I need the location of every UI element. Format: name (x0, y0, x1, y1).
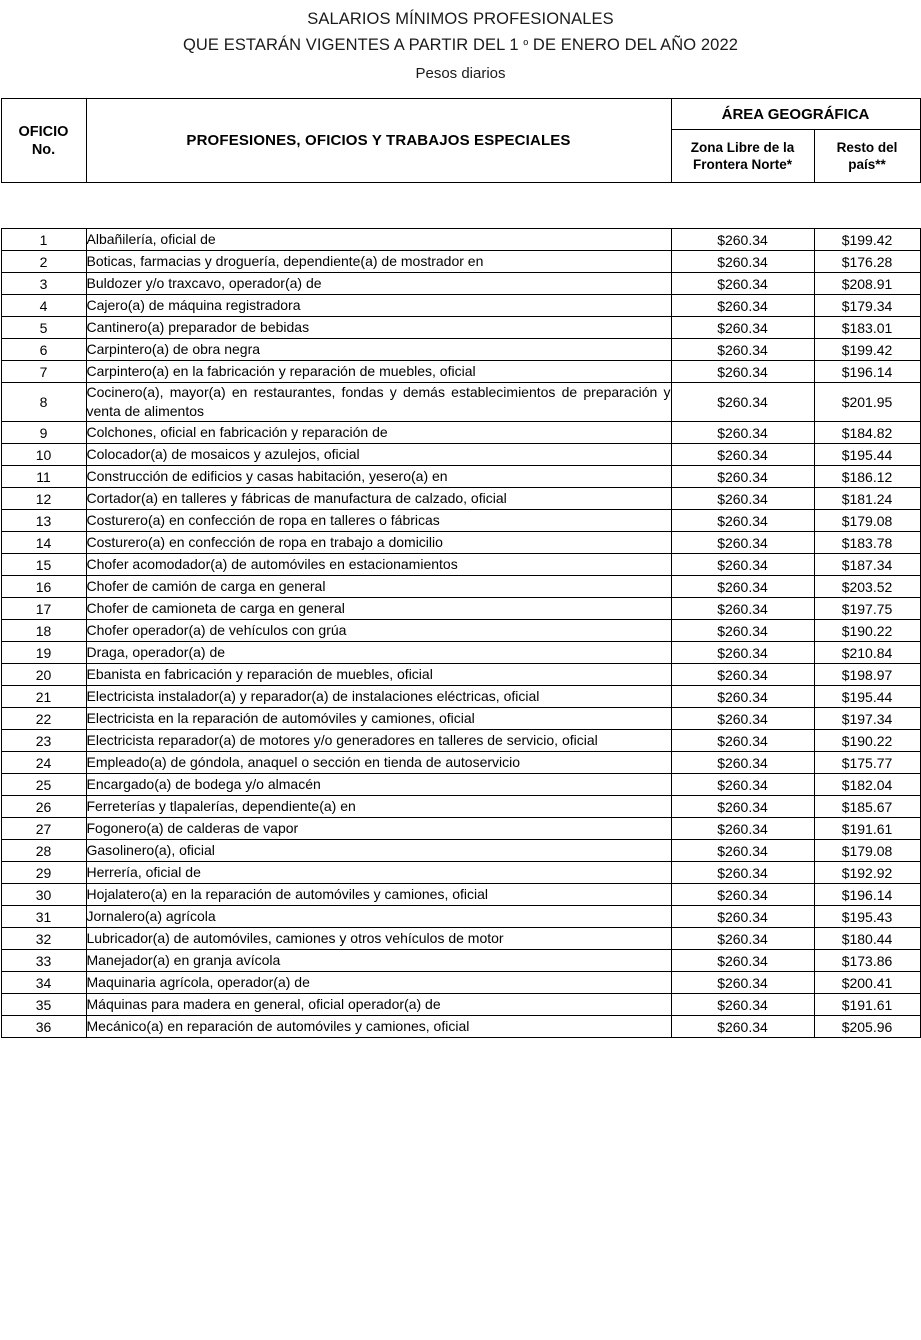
row-description-cell: Carpintero(a) en la fabricación y reparación de muebles, oficial (86, 361, 671, 383)
row-number-cell: 31 (1, 906, 86, 928)
row-description-cell: Jornalero(a) agrícola (86, 906, 671, 928)
table-row (1, 862, 920, 884)
header-zona-libre-line-1: Zona Libre de la (690, 140, 795, 155)
row-description-cell: Electricista instalador(a) y reparador(a) de instalaciones eléctricas, oficial (86, 686, 671, 708)
row-resto-pais-value: $210.84 (814, 642, 920, 664)
row-resto-pais-value: $197.75 (814, 598, 920, 620)
header-oficio-line-2: No. (31, 141, 56, 158)
row-resto-pais-value: $200.41 (814, 972, 920, 994)
table-row (1, 884, 920, 906)
row-description-cell: Ferreterías y tlapalerías, dependiente(a) en (86, 796, 671, 818)
row-number-cell: 28 (1, 840, 86, 862)
row-description-cell: Chofer acomodador(a) de automóviles en estacionamientos (86, 554, 671, 576)
row-resto-pais-value: $191.61 (814, 994, 920, 1016)
row-resto-pais-value: $183.01 (814, 317, 920, 339)
table-row (1, 708, 920, 730)
row-zona-libre-value: $260.34 (671, 295, 814, 317)
row-zona-libre-value: $260.34 (671, 339, 814, 361)
row-zona-libre-value: $260.34 (671, 862, 814, 884)
document-header (0, 0, 921, 86)
row-description-cell: Draga, operador(a) de (86, 642, 671, 664)
row-zona-libre-value: $260.34 (671, 840, 814, 862)
row-number-cell: 21 (1, 686, 86, 708)
row-description-cell: Máquinas para madera en general, oficial operador(a) de (86, 994, 671, 1016)
row-description-cell: Gasolinero(a), oficial (86, 840, 671, 862)
row-number-cell: 3 (1, 273, 86, 295)
row-number-cell: 20 (1, 664, 86, 686)
table-row (1, 339, 920, 361)
table-row (1, 752, 920, 774)
title-prefix: QUE ESTARÁN VIGENTES A PARTIR DEL 1 (182, 36, 524, 54)
row-number-cell: 17 (1, 598, 86, 620)
row-description-cell: Herrería, oficial de (86, 862, 671, 884)
row-resto-pais-value: $179.34 (814, 295, 920, 317)
row-zona-libre-value: $260.34 (671, 642, 814, 664)
row-number-cell: 12 (1, 488, 86, 510)
salary-table-body (1, 228, 921, 1038)
row-number-cell: 18 (1, 620, 86, 642)
row-description-cell: Hojalatero(a) en la reparación de automóviles y camiones, oficial (86, 884, 671, 906)
salary-table-header (1, 98, 921, 183)
row-number-cell: 25 (1, 774, 86, 796)
row-description-cell: Lubricador(a) de automóviles, camiones y otros vehículos de motor (86, 928, 671, 950)
row-resto-pais-value: $199.42 (814, 229, 920, 251)
row-resto-pais-value: $201.95 (814, 383, 920, 422)
row-description-cell: Cantinero(a) preparador de bebidas (86, 317, 671, 339)
row-number-cell: 16 (1, 576, 86, 598)
row-resto-pais-value: $203.52 (814, 576, 920, 598)
row-number-cell: 8 (1, 383, 86, 422)
document-title-line-2 (0, 32, 921, 58)
row-number-cell: 27 (1, 818, 86, 840)
row-resto-pais-value: $179.08 (814, 840, 920, 862)
row-resto-pais-value: $195.44 (814, 444, 920, 466)
row-zona-libre-value: $260.34 (671, 422, 814, 444)
row-resto-pais-value: $195.44 (814, 686, 920, 708)
row-resto-pais-value: $196.14 (814, 361, 920, 383)
row-number-cell: 32 (1, 928, 86, 950)
table-row (1, 361, 920, 383)
table-row (1, 840, 920, 862)
header-professions: PROFESIONES, OFICIOS Y TRABAJOS ESPECIALES (86, 99, 671, 183)
header-zona-libre (671, 130, 814, 183)
row-description-cell: Electricista reparador(a) de motores y/o generadores en talleres de servicio, oficial (86, 730, 671, 752)
row-zona-libre-value: $260.34 (671, 576, 814, 598)
table-row (1, 796, 920, 818)
table-row (1, 532, 920, 554)
table-row (1, 818, 920, 840)
row-resto-pais-value: $198.97 (814, 664, 920, 686)
header-zona-libre-line-2: Frontera Norte* (692, 157, 792, 172)
row-number-cell: 14 (1, 532, 86, 554)
table-row (1, 774, 920, 796)
table-row (1, 620, 920, 642)
row-number-cell: 26 (1, 796, 86, 818)
row-resto-pais-value: $179.08 (814, 510, 920, 532)
row-number-cell: 9 (1, 422, 86, 444)
row-zona-libre-value: $260.34 (671, 708, 814, 730)
row-resto-pais-value: $176.28 (814, 251, 920, 273)
table-row (1, 273, 920, 295)
row-description-cell: Buldozer y/o traxcavo, operador(a) de (86, 273, 671, 295)
row-zona-libre-value: $260.34 (671, 510, 814, 532)
row-resto-pais-value: $187.34 (814, 554, 920, 576)
row-zona-libre-value: $260.34 (671, 752, 814, 774)
row-zona-libre-value: $260.34 (671, 229, 814, 251)
row-zona-libre-value: $260.34 (671, 950, 814, 972)
row-zona-libre-value: $260.34 (671, 532, 814, 554)
row-number-cell: 10 (1, 444, 86, 466)
row-description-cell: Ebanista en fabricación y reparación de muebles, oficial (86, 664, 671, 686)
row-description-cell: Costurero(a) en confección de ropa en trabajo a domicilio (86, 532, 671, 554)
table-row (1, 972, 920, 994)
header-oficio (1, 99, 86, 183)
row-resto-pais-value: $192.92 (814, 862, 920, 884)
row-zona-libre-value: $260.34 (671, 906, 814, 928)
row-zona-libre-value: $260.34 (671, 317, 814, 339)
table-row (1, 950, 920, 972)
row-description-cell: Maquinaria agrícola, operador(a) de (86, 972, 671, 994)
row-zona-libre-value: $260.34 (671, 466, 814, 488)
table-row (1, 422, 920, 444)
row-zona-libre-value: $260.34 (671, 488, 814, 510)
row-resto-pais-value: $173.86 (814, 950, 920, 972)
row-number-cell: 22 (1, 708, 86, 730)
header-body-gap (0, 183, 921, 228)
row-description-cell: Albañilería, oficial de (86, 229, 671, 251)
table-row (1, 1016, 920, 1038)
table-header-block (0, 98, 921, 183)
row-number-cell: 30 (1, 884, 86, 906)
row-resto-pais-value: $190.22 (814, 730, 920, 752)
row-zona-libre-value: $260.34 (671, 818, 814, 840)
table-row (1, 295, 920, 317)
row-resto-pais-value: $199.42 (814, 339, 920, 361)
row-number-cell: 7 (1, 361, 86, 383)
row-description-cell: Colocador(a) de mosaicos y azulejos, oficial (86, 444, 671, 466)
row-number-cell: 6 (1, 339, 86, 361)
row-description-cell: Carpintero(a) de obra negra (86, 339, 671, 361)
row-description-cell: Boticas, farmacias y droguería, dependiente(a) de mostrador en (86, 251, 671, 273)
row-description-cell: Electricista en la reparación de automóviles y camiones, oficial (86, 708, 671, 730)
row-resto-pais-value: $191.61 (814, 818, 920, 840)
row-resto-pais-value: $205.96 (814, 1016, 920, 1038)
table-row (1, 488, 920, 510)
row-zona-libre-value: $260.34 (671, 383, 814, 422)
row-zona-libre-value: $260.34 (671, 361, 814, 383)
document-title-line-1: SALARIOS MÍNIMOS PROFESIONALES (307, 10, 614, 28)
row-number-cell: 24 (1, 752, 86, 774)
row-resto-pais-value: $183.78 (814, 532, 920, 554)
row-number-cell: 13 (1, 510, 86, 532)
table-row (1, 642, 920, 664)
row-resto-pais-value: $184.82 (814, 422, 920, 444)
row-description-cell: Construcción de edificios y casas habitación, yesero(a) en (86, 466, 671, 488)
table-row (1, 598, 920, 620)
row-number-cell: 5 (1, 317, 86, 339)
row-zona-libre-value: $260.34 (671, 928, 814, 950)
table-row (1, 906, 920, 928)
table-row (1, 251, 920, 273)
row-zona-libre-value: $260.34 (671, 994, 814, 1016)
row-number-cell: 35 (1, 994, 86, 1016)
row-number-cell: 11 (1, 466, 86, 488)
header-area-geografica: ÁREA GEOGRÁFICA (671, 99, 920, 130)
row-description-cell: Chofer de camioneta de carga en general (86, 598, 671, 620)
row-resto-pais-value: $180.44 (814, 928, 920, 950)
table-row (1, 317, 920, 339)
header-oficio-line-1: OFICIO (18, 123, 69, 140)
row-zona-libre-value: $260.34 (671, 972, 814, 994)
row-zona-libre-value: $260.34 (671, 884, 814, 906)
table-row (1, 686, 920, 708)
row-resto-pais-value: $175.77 (814, 752, 920, 774)
row-zona-libre-value: $260.34 (671, 686, 814, 708)
row-resto-pais-value: $181.24 (814, 488, 920, 510)
row-zona-libre-value: $260.34 (671, 620, 814, 642)
row-resto-pais-value: $208.91 (814, 273, 920, 295)
row-resto-pais-value: $195.43 (814, 906, 920, 928)
row-zona-libre-value: $260.34 (671, 554, 814, 576)
row-description-cell: Manejador(a) en granja avícola (86, 950, 671, 972)
row-number-cell: 33 (1, 950, 86, 972)
table-row (1, 554, 920, 576)
row-zona-libre-value: $260.34 (671, 273, 814, 295)
row-description-cell: Encargado(a) de bodega y/o almacén (86, 774, 671, 796)
row-zona-libre-value: $260.34 (671, 598, 814, 620)
table-row (1, 664, 920, 686)
row-zona-libre-value: $260.34 (671, 664, 814, 686)
header-resto-pais-line-2: país** (848, 157, 886, 172)
row-resto-pais-value: $182.04 (814, 774, 920, 796)
row-resto-pais-value: $196.14 (814, 884, 920, 906)
header-row-top (1, 99, 920, 130)
row-number-cell: 2 (1, 251, 86, 273)
row-resto-pais-value: $186.12 (814, 466, 920, 488)
row-description-cell: Mecánico(a) en reparación de automóviles y camiones, oficial (86, 1016, 671, 1038)
document-subtitle: Pesos diarios (415, 65, 506, 82)
row-resto-pais-value: $185.67 (814, 796, 920, 818)
row-number-cell: 19 (1, 642, 86, 664)
row-number-cell: 36 (1, 1016, 86, 1038)
row-zona-libre-value: $260.34 (671, 251, 814, 273)
row-number-cell: 23 (1, 730, 86, 752)
row-description-cell: Chofer de camión de carga en general (86, 576, 671, 598)
ordinal-indicator: º (523, 37, 529, 52)
row-description-cell: Cajero(a) de máquina registradora (86, 295, 671, 317)
table-row (1, 383, 920, 422)
table-row (1, 510, 920, 532)
table-row (1, 229, 920, 251)
row-description-cell: Chofer operador(a) de vehículos con grúa (86, 620, 671, 642)
table-row (1, 928, 920, 950)
row-description-cell: Cocinero(a), mayor(a) en restaurantes, fondas y demás establecimientos de preparación y venta de alimentos (86, 383, 671, 422)
row-description-cell: Fogonero(a) de calderas de vapor (86, 818, 671, 840)
table-row (1, 466, 920, 488)
row-zona-libre-value: $260.34 (671, 796, 814, 818)
row-zona-libre-value: $260.34 (671, 730, 814, 752)
row-resto-pais-value: $197.34 (814, 708, 920, 730)
row-description-cell: Empleado(a) de góndola, anaquel o sección en tienda de autoservicio (86, 752, 671, 774)
row-number-cell: 1 (1, 229, 86, 251)
row-description-cell: Cortador(a) en talleres y fábricas de manufactura de calzado, oficial (86, 488, 671, 510)
table-row (1, 730, 920, 752)
row-number-cell: 15 (1, 554, 86, 576)
row-number-cell: 29 (1, 862, 86, 884)
row-zona-libre-value: $260.34 (671, 1016, 814, 1038)
row-description-cell: Colchones, oficial en fabricación y reparación de (86, 422, 671, 444)
salary-table-rows (1, 229, 920, 1038)
header-resto-pais-line-1: Resto del (836, 140, 898, 155)
table-row (1, 576, 920, 598)
row-number-cell: 34 (1, 972, 86, 994)
table-row (1, 444, 920, 466)
row-description-cell: Costurero(a) en confección de ropa en talleres o fábricas (86, 510, 671, 532)
header-resto-pais (814, 130, 920, 183)
row-resto-pais-value: $190.22 (814, 620, 920, 642)
row-zona-libre-value: $260.34 (671, 444, 814, 466)
table-row (1, 994, 920, 1016)
title-suffix: DE ENERO DEL AÑO 2022 (528, 36, 739, 54)
row-number-cell: 4 (1, 295, 86, 317)
row-zona-libre-value: $260.34 (671, 774, 814, 796)
